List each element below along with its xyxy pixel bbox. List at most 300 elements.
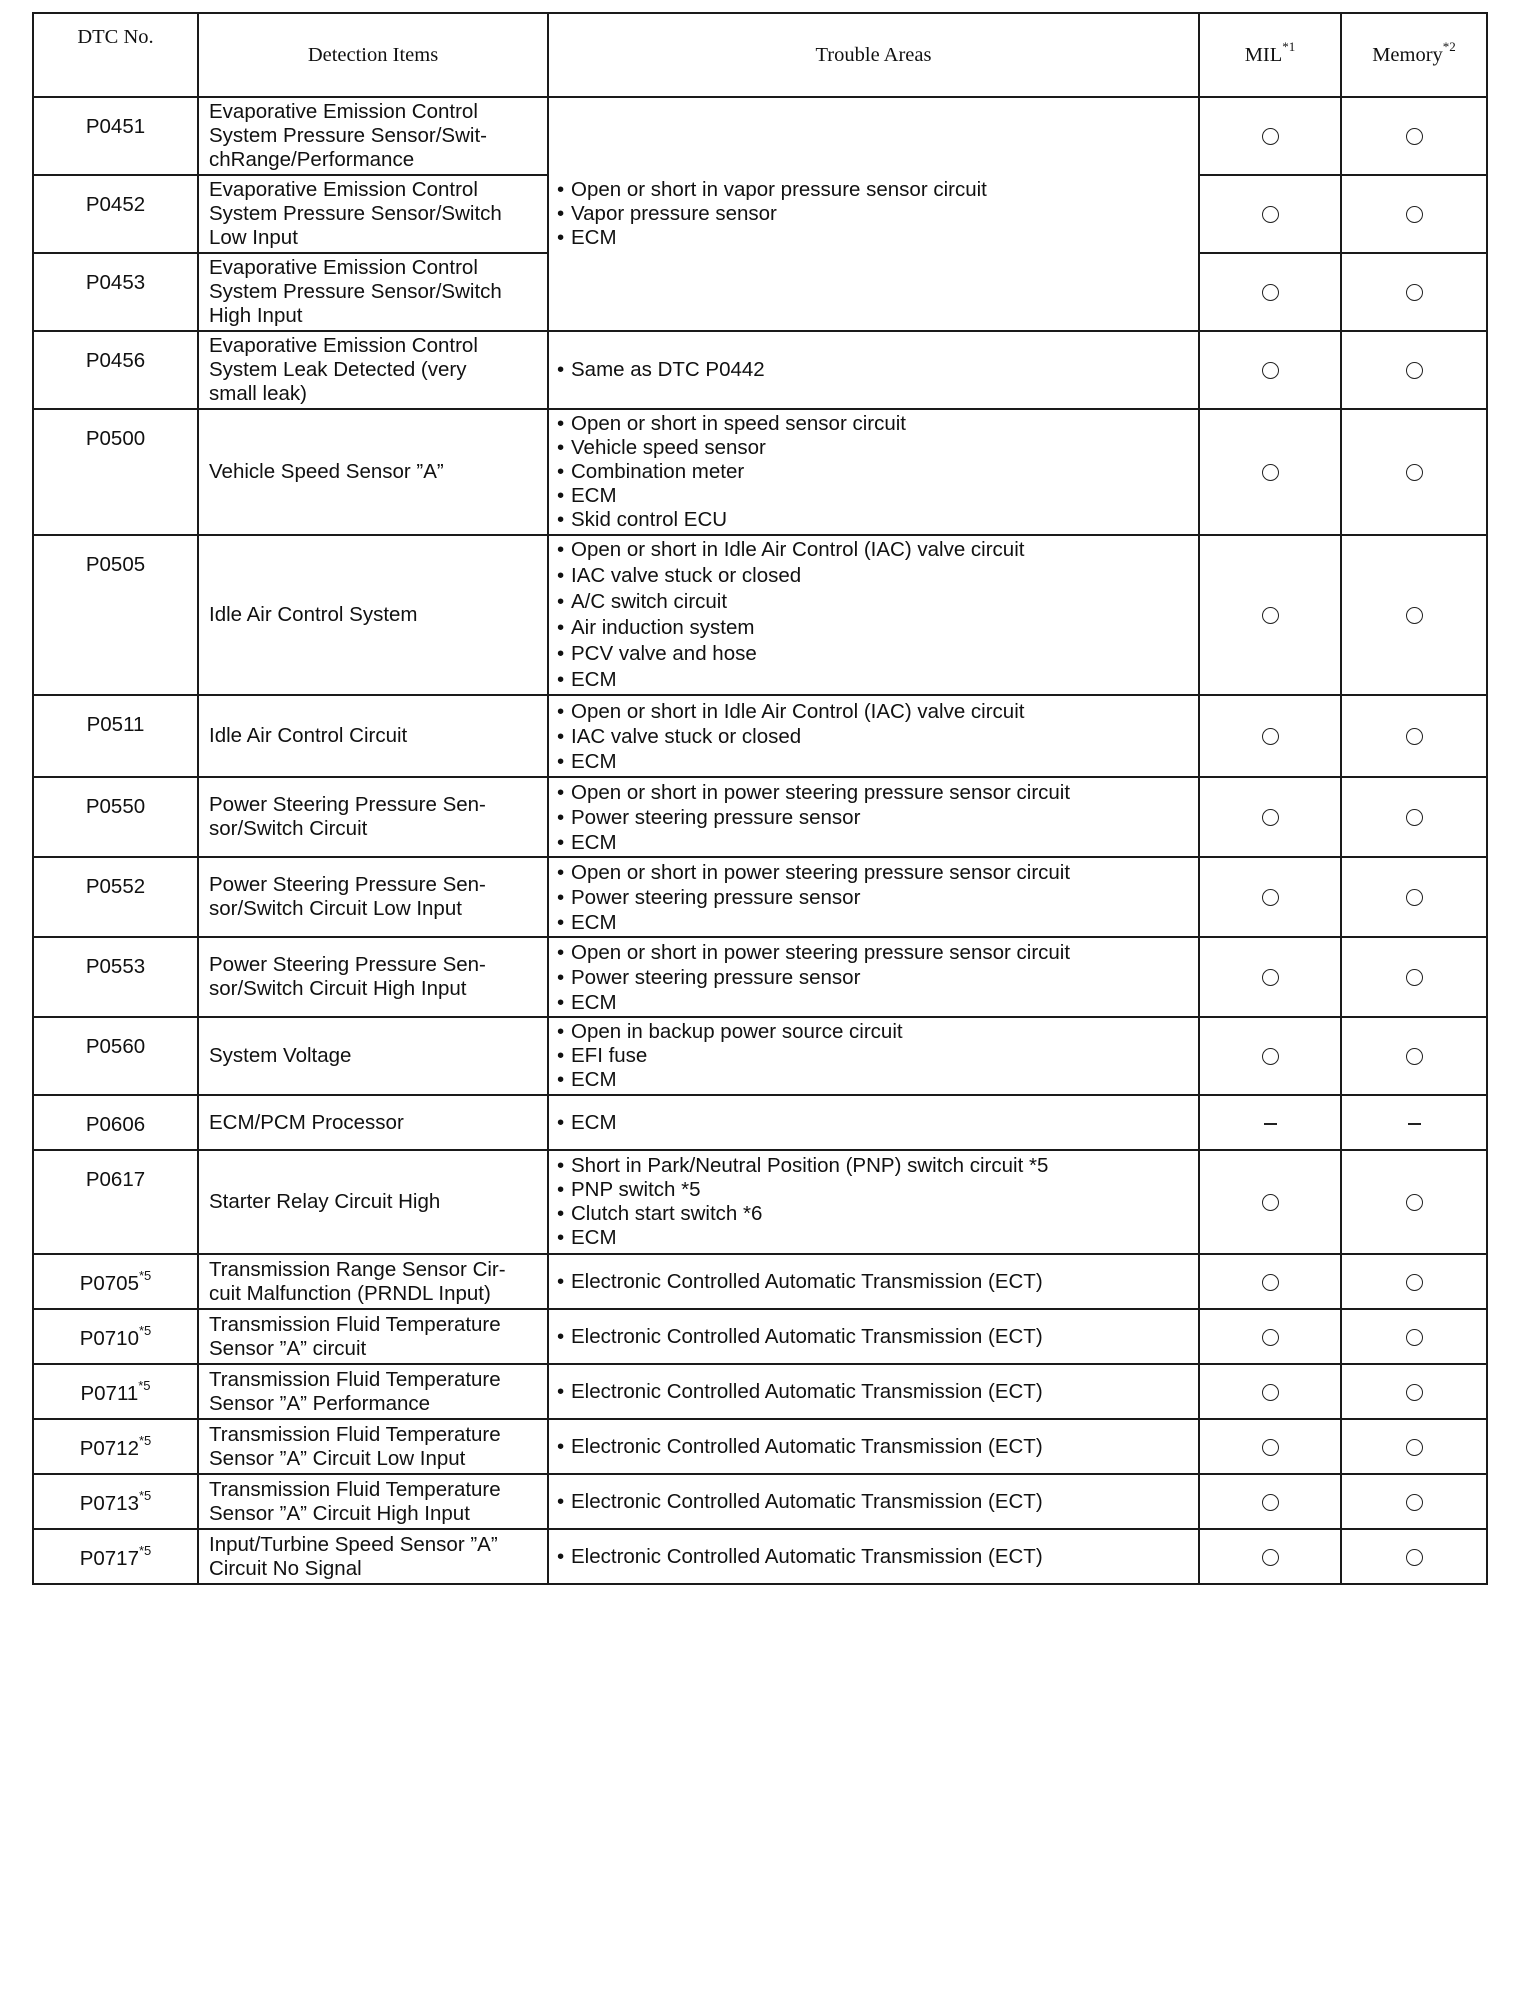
trouble-area-text: ECM (571, 1226, 617, 1249)
trouble-area-item (557, 965, 1190, 990)
trouble-area-text: IAC valve stuck or closed (571, 564, 802, 587)
detection-item-line: Transmission Fluid Temperature (209, 1367, 501, 1391)
detection-item-cell (198, 97, 548, 175)
detection-item-cell (198, 1254, 548, 1309)
trouble-area-text: Short in Park/Neutral Position (PNP) switch circuit *5 (571, 1154, 1049, 1177)
trouble-areas-cell (548, 1474, 1199, 1529)
table-row (33, 535, 1487, 695)
detection-item-line: Sensor ”A” Circuit Low Input (209, 1446, 466, 1470)
trouble-area-item (557, 990, 1190, 1015)
header-memory (1341, 13, 1487, 97)
table-row (33, 1150, 1487, 1254)
table-row (33, 331, 1487, 409)
trouble-area-text: Open or short in power steering pressure sensor circuit (571, 780, 1071, 804)
trouble-area-item (557, 1325, 1190, 1349)
bullet: • (557, 780, 565, 804)
dtc-number-cell (33, 253, 198, 331)
detection-item-line: Vehicle Speed Sensor ”A” (209, 460, 444, 483)
detection-item-cell (198, 937, 548, 1017)
circle-mark-icon (1262, 1549, 1279, 1566)
trouble-area-text: Open or short in Idle Air Control (IAC) valve circuit (571, 699, 1025, 723)
trouble-area-item (557, 724, 1190, 749)
dash-mark-icon (1264, 1123, 1277, 1125)
mil-status-cell (1199, 1309, 1341, 1364)
circle-mark-icon (1406, 969, 1423, 986)
trouble-area-item (557, 749, 1190, 774)
trouble-area-text: ECM (571, 749, 617, 773)
memory-status-cell (1341, 1254, 1487, 1309)
trouble-area-text: ECM (571, 1068, 617, 1091)
trouble-area-text: Vapor pressure sensor (571, 202, 777, 225)
bullet: • (557, 724, 565, 748)
trouble-area-text: Same as DTC P0442 (571, 358, 765, 381)
memory-status-cell (1341, 1364, 1487, 1419)
header-memory-label: Memory (1372, 43, 1443, 66)
mil-status-cell (1199, 777, 1341, 857)
circle-mark-icon (1406, 128, 1423, 145)
circle-mark-icon (1262, 362, 1279, 379)
dtc-number: P0456 (85, 349, 146, 372)
trouble-area-item (557, 1111, 1190, 1135)
circle-mark-icon (1406, 284, 1423, 301)
circle-mark-icon (1406, 809, 1423, 826)
trouble-area-text: Electronic Controlled Automatic Transmission (ECT) (571, 1544, 1043, 1568)
trouble-area-text: EFI fuse (571, 1044, 648, 1067)
trouble-area-item (557, 1202, 1190, 1226)
bullet: • (557, 668, 565, 691)
circle-mark-icon (1406, 1549, 1423, 1566)
bullet: • (557, 749, 565, 773)
dtc-number: P0711 (80, 1382, 139, 1405)
trouble-area-item (557, 1270, 1190, 1294)
dtc-number: P0705 (79, 1272, 139, 1295)
detection-item-line: Power Steering Pressure Sen- (209, 953, 486, 976)
detection-item-cell (198, 1095, 548, 1150)
dtc-number-cell (33, 1150, 198, 1254)
detection-item-cell (198, 1529, 548, 1584)
dtc-number: P0552 (85, 875, 146, 898)
bullet: • (557, 1110, 565, 1134)
bullet: • (557, 1226, 565, 1249)
detection-item-cell (198, 409, 548, 535)
detection-item-cell (198, 331, 548, 409)
dtc-number: P0717 (79, 1547, 139, 1570)
trouble-area-text: Power steering pressure sensor (571, 965, 861, 989)
detection-item-cell (198, 175, 548, 253)
table-row (33, 1017, 1487, 1095)
dtc-footnote: *5 (138, 1268, 152, 1284)
detection-item-line: ECM/PCM Processor (209, 1110, 404, 1134)
trouble-area-text: Open or short in power steering pressure sensor circuit (571, 940, 1071, 964)
dtc-number: P0505 (85, 553, 146, 576)
bullet: • (557, 1202, 565, 1225)
trouble-areas-cell (548, 331, 1199, 409)
memory-status-cell (1341, 253, 1487, 331)
detection-item-cell (198, 857, 548, 937)
memory-status-cell (1341, 97, 1487, 175)
trouble-areas-cell (548, 1529, 1199, 1584)
dtc-number-cell (33, 535, 198, 695)
circle-mark-icon (1406, 1194, 1423, 1211)
table-row (33, 777, 1487, 857)
memory-status-cell (1341, 175, 1487, 253)
trouble-areas-cell (548, 1254, 1199, 1309)
mil-status-cell (1199, 1254, 1341, 1309)
memory-status-cell (1341, 331, 1487, 409)
detection-item-line: System Pressure Sensor/Swit- (209, 124, 487, 147)
table-row (33, 409, 1487, 535)
dtc-number: P0710 (79, 1327, 139, 1350)
table-row (33, 937, 1487, 1017)
bullet: • (557, 1178, 565, 1201)
detection-item-line: System Leak Detected (very (209, 358, 467, 381)
header-detection-label: Detection Items (307, 43, 439, 66)
circle-mark-icon (1406, 1494, 1423, 1511)
trouble-area-text: Power steering pressure sensor (571, 885, 861, 909)
header-mil-footnote: *1 (1282, 38, 1296, 54)
trouble-area-text: Power steering pressure sensor (571, 805, 861, 829)
detection-item-cell (198, 1150, 548, 1254)
dtc-number-cell (33, 1474, 198, 1529)
detection-item-line: Idle Air Control System (209, 603, 418, 626)
trouble-area-text: Air induction system (571, 616, 755, 639)
trouble-areas-cell (548, 1419, 1199, 1474)
memory-status-cell (1341, 535, 1487, 695)
trouble-area-item (557, 202, 1190, 226)
circle-mark-icon (1262, 128, 1279, 145)
trouble-area-text: ECM (571, 1110, 617, 1134)
circle-mark-icon (1406, 889, 1423, 906)
trouble-areas-cell (548, 1364, 1199, 1419)
trouble-area-item (557, 641, 1190, 667)
detection-item-line: Transmission Fluid Temperature (209, 1422, 501, 1446)
mil-status-cell (1199, 535, 1341, 695)
dash-mark-icon (1408, 1123, 1421, 1125)
circle-mark-icon (1406, 1048, 1423, 1065)
trouble-area-item (557, 1020, 1190, 1044)
bullet: • (557, 860, 565, 884)
mil-status-cell (1199, 175, 1341, 253)
bullet: • (557, 1044, 565, 1067)
trouble-area-text: A/C switch circuit (571, 590, 728, 613)
detection-item-line: Sensor ”A” Circuit High Input (209, 1501, 470, 1525)
dtc-number: P0606 (85, 1113, 146, 1136)
circle-mark-icon (1406, 1329, 1423, 1346)
table-row (33, 1474, 1487, 1529)
bullet: • (557, 508, 565, 531)
dtc-footnote: *5 (138, 1543, 152, 1559)
trouble-area-item (557, 885, 1190, 910)
table-body (33, 97, 1487, 1584)
memory-status-cell (1341, 1017, 1487, 1095)
dtc-number: P0452 (85, 193, 146, 216)
memory-status-cell (1341, 777, 1487, 857)
trouble-area-item (557, 1435, 1190, 1459)
trouble-area-item (557, 484, 1190, 508)
circle-mark-icon (1262, 1329, 1279, 1346)
detection-item-line: High Input (209, 304, 303, 327)
trouble-area-item (557, 615, 1190, 641)
circle-mark-icon (1262, 607, 1279, 624)
trouble-area-text: ECM (571, 226, 617, 249)
trouble-area-item (557, 412, 1190, 436)
table-header-row (33, 13, 1487, 97)
circle-mark-icon (1262, 1048, 1279, 1065)
dtc-number: P0511 (86, 713, 145, 736)
bullet: • (557, 910, 565, 934)
trouble-area-text: Open or short in vapor pressure sensor circuit (571, 178, 987, 201)
detection-item-line: sor/Switch Circuit (209, 817, 368, 840)
dtc-number: P0451 (85, 115, 146, 138)
circle-mark-icon (1406, 607, 1423, 624)
trouble-area-item (557, 910, 1190, 935)
trouble-area-item (557, 1490, 1190, 1514)
circle-mark-icon (1406, 1439, 1423, 1456)
trouble-areas-cell (548, 1017, 1199, 1095)
trouble-area-text: Open or short in Idle Air Control (IAC) valve circuit (571, 538, 1025, 561)
bullet: • (557, 940, 565, 964)
table-row (33, 1309, 1487, 1364)
dtc-footnote: *5 (138, 1378, 151, 1394)
bullet: • (557, 484, 565, 507)
header-mil-label: MIL (1244, 43, 1283, 66)
trouble-area-text: IAC valve stuck or closed (571, 724, 802, 748)
trouble-areas-cell (548, 1095, 1199, 1150)
bullet: • (557, 642, 565, 665)
memory-status-cell (1341, 1529, 1487, 1584)
circle-mark-icon (1406, 1384, 1423, 1401)
bullet: • (557, 805, 565, 829)
mil-status-cell (1199, 97, 1341, 175)
table-row (33, 97, 1487, 175)
trouble-area-item (557, 226, 1190, 250)
detection-item-cell (198, 535, 548, 695)
bullet: • (557, 1489, 565, 1513)
memory-status-cell (1341, 1419, 1487, 1474)
bullet: • (557, 885, 565, 909)
trouble-area-item (557, 1226, 1190, 1250)
bullet: • (557, 460, 565, 483)
circle-mark-icon (1262, 284, 1279, 301)
mil-status-cell (1199, 409, 1341, 535)
trouble-area-text: Electronic Controlled Automatic Transmission (ECT) (571, 1489, 1043, 1513)
circle-mark-icon (1262, 728, 1279, 745)
trouble-area-text: Skid control ECU (571, 508, 728, 531)
dtc-number-cell (33, 1529, 198, 1584)
header-detection-items (198, 13, 548, 97)
bullet: • (557, 564, 565, 587)
circle-mark-icon (1262, 1439, 1279, 1456)
dtc-number-cell (33, 1419, 198, 1474)
bullet: • (557, 202, 565, 225)
dtc-number: P0560 (85, 1035, 146, 1058)
circle-mark-icon (1406, 728, 1423, 745)
trouble-area-item (557, 563, 1190, 589)
trouble-area-item (557, 537, 1190, 563)
dtc-number: P0553 (85, 955, 146, 978)
trouble-area-item (557, 860, 1190, 885)
circle-mark-icon (1406, 1274, 1423, 1291)
mil-status-cell (1199, 1095, 1341, 1150)
detection-item-line: Sensor ”A” circuit (209, 1336, 367, 1360)
trouble-area-text: PNP switch *5 (571, 1178, 701, 1201)
table-row (33, 1529, 1487, 1584)
dtc-number-cell (33, 1309, 198, 1364)
bullet: • (557, 226, 565, 249)
dtc-number-cell (33, 1017, 198, 1095)
trouble-area-text: Electronic Controlled Automatic Transmission (ECT) (571, 1324, 1043, 1348)
table-row (33, 1364, 1487, 1419)
trouble-areas-cell (548, 857, 1199, 937)
table-row (33, 1419, 1487, 1474)
circle-mark-icon (1262, 889, 1279, 906)
detection-item-cell (198, 1017, 548, 1095)
dtc-footnote: *5 (138, 1433, 152, 1449)
circle-mark-icon (1262, 1494, 1279, 1511)
trouble-area-item (557, 1044, 1190, 1068)
bullet: • (557, 1020, 565, 1043)
trouble-area-text: ECM (571, 484, 617, 507)
circle-mark-icon (1262, 809, 1279, 826)
trouble-area-text: ECM (571, 990, 617, 1014)
memory-status-cell (1341, 1309, 1487, 1364)
detection-item-cell (198, 1364, 548, 1419)
mil-status-cell (1199, 695, 1341, 777)
circle-mark-icon (1262, 969, 1279, 986)
dtc-number-cell (33, 1364, 198, 1419)
trouble-area-text: Open in backup power source circuit (571, 1020, 903, 1043)
detection-item-cell (198, 777, 548, 857)
detection-item-line: Power Steering Pressure Sen- (209, 873, 486, 896)
bullet: • (557, 1154, 565, 1177)
circle-mark-icon (1262, 464, 1279, 481)
trouble-areas-cell (548, 1309, 1199, 1364)
dtc-number-cell (33, 331, 198, 409)
mil-status-cell (1199, 1474, 1341, 1529)
dtc-number: P0713 (79, 1492, 139, 1515)
trouble-area-item (557, 940, 1190, 965)
trouble-area-text: PCV valve and hose (571, 642, 757, 665)
dtc-footnote: *5 (138, 1488, 152, 1504)
bullet: • (557, 538, 565, 561)
detection-item-line: Idle Air Control Circuit (209, 724, 408, 747)
mil-status-cell (1199, 1529, 1341, 1584)
trouble-area-text: Open or short in power steering pressure sensor circuit (571, 860, 1071, 884)
trouble-area-item (557, 436, 1190, 460)
dtc-number-cell (33, 1254, 198, 1309)
mil-status-cell (1199, 1150, 1341, 1254)
detection-item-line: Circuit No Signal (209, 1556, 362, 1580)
table-row (33, 857, 1487, 937)
detection-item-line: System Pressure Sensor/Switch (209, 280, 502, 303)
detection-item-line: Sensor ”A” Performance (209, 1391, 431, 1415)
memory-status-cell (1341, 695, 1487, 777)
trouble-area-item (557, 589, 1190, 615)
detection-item-line: Evaporative Emission Control (209, 256, 478, 279)
mil-status-cell (1199, 1017, 1341, 1095)
trouble-area-text: Electronic Controlled Automatic Transmission (ECT) (571, 1434, 1043, 1458)
mil-status-cell (1199, 253, 1341, 331)
mil-status-cell (1199, 1419, 1341, 1474)
detection-item-line: Input/Turbine Speed Sensor ”A” (209, 1532, 498, 1556)
trouble-area-item (557, 178, 1190, 202)
trouble-areas-cell (548, 535, 1199, 695)
mil-status-cell (1199, 937, 1341, 1017)
detection-item-line: Low Input (209, 226, 298, 249)
bullet: • (557, 358, 565, 381)
trouble-area-text: Electronic Controlled Automatic Transmission (ECT) (571, 1379, 1043, 1403)
bullet: • (557, 1379, 565, 1403)
trouble-areas-cell (548, 409, 1199, 535)
trouble-area-text: Clutch start switch *6 (571, 1202, 763, 1225)
detection-item-line: sor/Switch Circuit Low Input (209, 897, 462, 920)
bullet: • (557, 699, 565, 723)
detection-item-line: sor/Switch Circuit High Input (209, 977, 467, 1000)
detection-item-line: Power Steering Pressure Sen- (209, 793, 486, 816)
detection-item-line: Evaporative Emission Control (209, 178, 478, 201)
circle-mark-icon (1262, 1384, 1279, 1401)
table-row (33, 695, 1487, 777)
dtc-number-cell (33, 97, 198, 175)
trouble-area-text: ECM (571, 910, 617, 934)
detection-item-cell (198, 1419, 548, 1474)
trouble-area-text: ECM (571, 668, 617, 691)
header-mil (1199, 13, 1341, 97)
detection-item-line: System Pressure Sensor/Switch (209, 202, 502, 225)
trouble-area-item (557, 699, 1190, 724)
detection-item-line: small leak) (209, 382, 307, 405)
bullet: • (557, 830, 565, 854)
bullet: • (557, 1544, 565, 1568)
trouble-area-item (557, 1068, 1190, 1092)
trouble-area-item (557, 1154, 1190, 1178)
mil-status-cell (1199, 331, 1341, 409)
trouble-areas-cell (548, 937, 1199, 1017)
circle-mark-icon (1262, 1274, 1279, 1291)
dtc-number: P0453 (85, 271, 146, 294)
detection-item-cell (198, 253, 548, 331)
dtc-number: P0712 (79, 1437, 139, 1460)
trouble-area-item (557, 805, 1190, 830)
trouble-area-item (557, 1380, 1190, 1404)
trouble-area-text: Combination meter (571, 460, 745, 483)
table-row (33, 1095, 1487, 1150)
mil-status-cell (1199, 857, 1341, 937)
memory-status-cell (1341, 937, 1487, 1017)
trouble-area-item (557, 830, 1190, 855)
bullet: • (557, 990, 565, 1014)
trouble-area-text: ECM (571, 830, 617, 854)
header-trouble-areas (548, 13, 1199, 97)
detection-item-cell (198, 695, 548, 777)
trouble-areas-cell (548, 695, 1199, 777)
trouble-area-item (557, 1178, 1190, 1202)
dtc-footnote: *5 (138, 1323, 152, 1339)
bullet: • (557, 178, 565, 201)
header-trouble-label: Trouble Areas (815, 43, 932, 66)
bullet: • (557, 616, 565, 639)
memory-status-cell (1341, 1474, 1487, 1529)
dtc-number-cell (33, 777, 198, 857)
bullet: • (557, 412, 565, 435)
bullet: • (557, 1068, 565, 1091)
trouble-areas-merged-cell (548, 97, 1199, 331)
dtc-number: P0550 (85, 795, 146, 818)
header-dtc-no (33, 13, 198, 97)
dtc-number-cell (33, 937, 198, 1017)
circle-mark-icon (1406, 206, 1423, 223)
detection-item-cell (198, 1474, 548, 1529)
